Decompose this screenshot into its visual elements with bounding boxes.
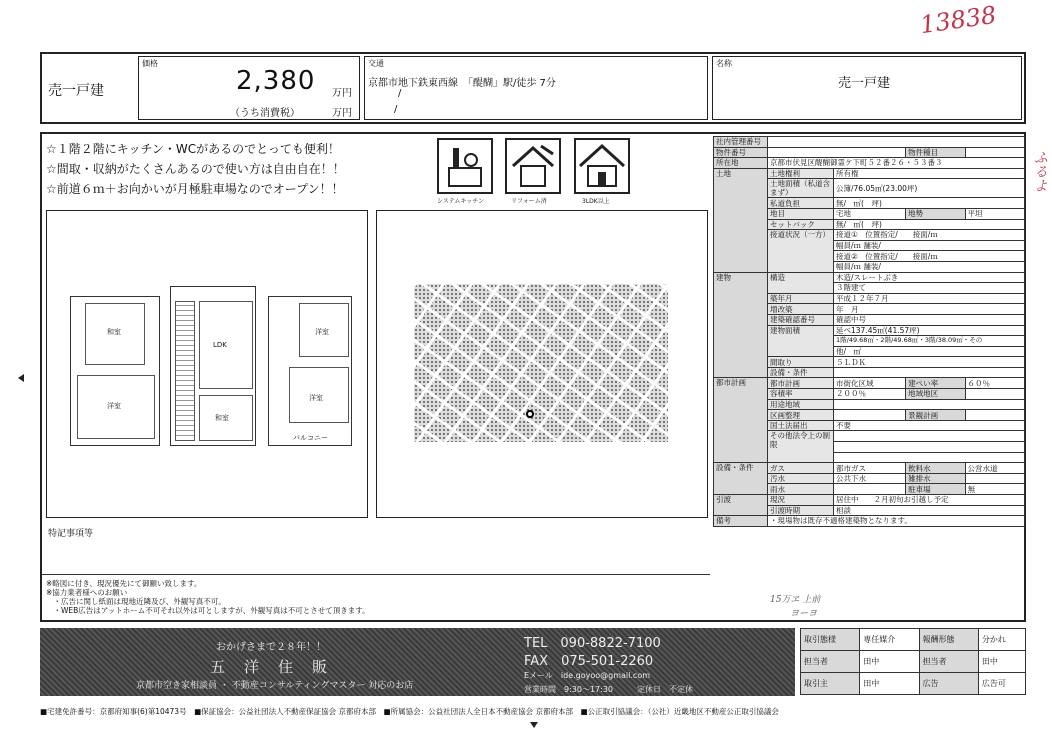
special-label: 特記事項等 — [48, 529, 94, 539]
terms-value: 田中 — [978, 651, 1025, 673]
traffic-line-1: 京都市地下鉄東西線 「醍醐」駅/徒歩 7分 — [368, 78, 556, 89]
address-value: 京都市伏見区醍醐御霊ケ下町５２番２６・５３番３ — [768, 158, 1025, 169]
floorplan-3f — [268, 296, 352, 446]
spec-label: 景観計画 — [906, 410, 965, 421]
spec-label: 接道状況（一方） — [768, 230, 834, 272]
room-label: 洋室 — [315, 328, 329, 336]
feature-line-2: ☆間取・収納がたくさんあるので使い方は自由自在！！ — [46, 162, 345, 176]
terms-label: 担当者 — [801, 651, 860, 673]
terms-label: 取引態様 — [801, 629, 860, 651]
terms-table — [800, 628, 1026, 695]
company-name: 五 洋 住 販 — [210, 658, 330, 676]
feature-line-1: ☆１階２階にキッチン・WCがあるのでとっても便利！ — [46, 142, 340, 156]
spec-value: 無/ ㎡( 坪) — [834, 219, 1025, 230]
city-category: 都市計画 — [714, 378, 768, 463]
spec-value: 他/ ㎡ — [834, 346, 1025, 357]
spec-value: 延べ137.45㎡(41.57坪) — [834, 325, 1025, 336]
terms-value: 田中 — [860, 673, 919, 695]
spec-label: 引渡時期 — [768, 505, 834, 516]
spec-label: 雨水 — [768, 484, 834, 495]
spec-label: 増改築 — [768, 304, 834, 315]
handwritten-note: ふるよ — [1032, 150, 1048, 192]
note-line: ・広告に関し紙面は現地近隣及び、外観写真不可。 — [46, 597, 226, 606]
spec-value: ５ＬＤＫ — [834, 357, 1025, 368]
feature-line-3: ☆前道６ｍ＋お向かいが月極駐車場なのでオープン！！ — [46, 182, 344, 196]
spec-label: 現況 — [768, 495, 834, 506]
bottom-marker-icon — [530, 722, 538, 728]
spec-value: ３階建て — [834, 283, 1025, 294]
room-label: 洋室 — [107, 402, 121, 410]
spec-label: 建物面積 — [768, 325, 834, 357]
terms-label: 取引主 — [801, 673, 860, 695]
spec-value: 都市ガス — [834, 463, 906, 474]
spec-label: 物件種目 — [906, 147, 965, 158]
spec-value: 平成１２年７月 — [834, 293, 1025, 304]
spec-label: 私道負担 — [768, 198, 834, 209]
kitchen-caption: システムキッチン — [437, 198, 484, 205]
spec-label: 築年月 — [768, 293, 834, 304]
spec-label: 国土法届出 — [768, 420, 834, 431]
note-line: ・WEB広告はアットホーム不可それ以外は可としますが、外観写真は不可とさせて頂きます。 — [46, 606, 370, 615]
spec-value: 確認中号 — [834, 314, 1025, 325]
spec-value: 幅員/ｍ 舗装/ — [834, 240, 1025, 251]
name-label: 名称 — [716, 59, 732, 68]
room-label: 和室 — [107, 328, 121, 336]
spec-label: 区画整理 — [768, 410, 834, 421]
footer-licenses: ■宅建免許番号：京都府知事(6)第10473号 ■保証協会：公益社団法人不動産保証協会 京都府本部 ■所属協会：公益社団法人全日本不動産協会 京都府本部 ■公正取引協議会：（公社）近畿地区不動産公正取引協議会 — [40, 707, 779, 716]
spec-value: ・現場物は既存不適格建築物となります。 — [768, 516, 1025, 527]
spec-value: ２００％ — [834, 389, 906, 400]
spec-label: 土地権利 — [768, 168, 834, 179]
spec-label: 雑排水 — [906, 473, 965, 484]
spec-label: 間取り — [768, 357, 834, 368]
spec-value: 公営水道 — [965, 463, 1024, 474]
company-banner — [40, 628, 795, 696]
spec-value: 所有権 — [834, 168, 1025, 179]
traffic-label: 交通 — [368, 59, 384, 68]
home-icon — [574, 138, 630, 194]
room-label: 和室 — [215, 414, 229, 422]
spec-label: 地勢 — [906, 208, 965, 219]
balcony-label: バルコニー — [293, 434, 328, 442]
traffic-line-2: / — [398, 88, 402, 99]
handwritten-note-2: 15万ヱ 上前 — [770, 595, 821, 605]
spec-value: 接道② 位置指定/ 接面/ｍ — [834, 251, 1025, 262]
spec-label: 構造 — [768, 272, 834, 293]
price-unit: 万円 — [332, 88, 352, 99]
price-value: 2,380 — [236, 66, 316, 96]
spec-value: 幅員/ｍ 舗装/ — [834, 261, 1025, 272]
spec-label: 建築確認番号 — [768, 314, 834, 325]
traffic-line-3: / — [394, 104, 398, 115]
location-map — [414, 284, 668, 442]
room-label: 洋室 — [309, 394, 323, 402]
spec-value: 不要 — [834, 420, 1025, 431]
floorplan-1f — [70, 296, 160, 446]
remarks-category: 備考 — [714, 516, 768, 527]
terms-label: 担当者 — [919, 651, 978, 673]
note-line: ※協力業者様へのお願い — [46, 588, 128, 597]
spec-value: 公共下水 — [834, 473, 906, 484]
spec-label: ガス — [768, 463, 834, 474]
spec-label: 駐車場 — [906, 484, 965, 495]
spec-label: 汚水 — [768, 473, 834, 484]
note-line: ※略図に付き、現況優先にて御願い致します。 — [46, 579, 202, 588]
name-value: 売一戸建 — [838, 76, 891, 91]
land-category: 土地 — [714, 168, 768, 272]
house-renovated-caption: リフォーム済 — [511, 198, 547, 205]
spec-label: 用途地域 — [768, 399, 834, 410]
spec-value: 公簿/76.05㎡(23.00坪) — [834, 179, 1025, 198]
property-type: 売一戸建 — [48, 83, 104, 99]
spec-label: セットバック — [768, 219, 834, 230]
spec-label: 建ぺい率 — [906, 378, 965, 389]
divider — [42, 574, 710, 575]
spec-label: 設備・条件 — [768, 367, 834, 378]
spec-value: 市街化区域 — [834, 378, 906, 389]
room-label: LDK — [213, 341, 227, 349]
spec-value: 接道① 位置指定/ 接面/ｍ — [834, 230, 1025, 241]
spec-label: 飲料水 — [906, 463, 965, 474]
spec-value: 木造/スレートぶき — [834, 272, 1025, 283]
terms-value: 広告可 — [978, 673, 1025, 695]
spec-table — [713, 136, 1025, 527]
map-pin-icon — [526, 410, 534, 418]
handover-category: 引渡 — [714, 495, 768, 516]
spec-label: その他法令上の制限 — [768, 431, 834, 463]
spec-value: 1階/49.68㎡・2階/49.68㎡・3階/38.09㎡・その — [834, 336, 1025, 347]
price-label: 価格 — [142, 59, 158, 68]
spec-label: 所在地 — [714, 158, 768, 169]
floorplan-2f — [170, 286, 256, 446]
home-caption: 3LDK以上 — [582, 198, 610, 205]
company-hours: 営業時間 9:30～17:30 定休日 不定休 — [524, 685, 694, 694]
company-tel: TEL 090-8822-7100 — [524, 636, 661, 651]
utilities-category: 設備・条件 — [714, 463, 768, 495]
spec-value: 年 月 — [834, 304, 1025, 315]
spec-value: 平坦 — [965, 208, 1024, 219]
spec-label: 都市計画 — [768, 378, 834, 389]
spec-value: 相談 — [834, 505, 1025, 516]
spec-label: 物件番号 — [714, 147, 768, 158]
company-tagline: 京都市空き家相談員 ・ 不動産コンサルティングマスター 対応のお店 — [136, 681, 414, 691]
handwritten-number: 13838 — [918, 0, 998, 40]
terms-label: 報酬形態 — [919, 629, 978, 651]
spec-value: ６０％ — [965, 378, 1024, 389]
company-catch: おかげさまで２８年！！ — [216, 642, 326, 653]
kitchen-icon — [437, 138, 493, 194]
spec-value: 無 — [965, 484, 1024, 495]
house-renovated-icon — [505, 138, 561, 194]
company-email: Eメール ide.goyoo@gmail.com — [524, 671, 651, 680]
tax-unit: 万円 — [332, 108, 352, 119]
handwritten-note-3: ヨーヨ — [790, 609, 818, 619]
building-category: 建物 — [714, 272, 768, 378]
spec-label: 地目 — [768, 208, 834, 219]
terms-value: 分かれ — [978, 629, 1025, 651]
spec-label: 社内管理番号 — [714, 137, 768, 148]
terms-value: 田中 — [860, 651, 919, 673]
spec-value: 宅地 — [834, 208, 906, 219]
spec-label: 土地面積（私道含まず） — [768, 179, 834, 198]
spec-value: 無/ ㎡( 坪) — [834, 198, 1025, 209]
spec-label: 容積率 — [768, 389, 834, 400]
company-fax: FAX 075-501-2260 — [524, 654, 654, 669]
terms-value: 専任媒介 — [860, 629, 919, 651]
tax-label: （うち消費税） — [230, 108, 300, 119]
spec-label: 地域地区 — [906, 389, 965, 400]
spec-value: 居住中 ２月初旬お引越し予定 — [834, 495, 1025, 506]
terms-label: 広告 — [919, 673, 978, 695]
side-marker-icon — [18, 374, 24, 382]
